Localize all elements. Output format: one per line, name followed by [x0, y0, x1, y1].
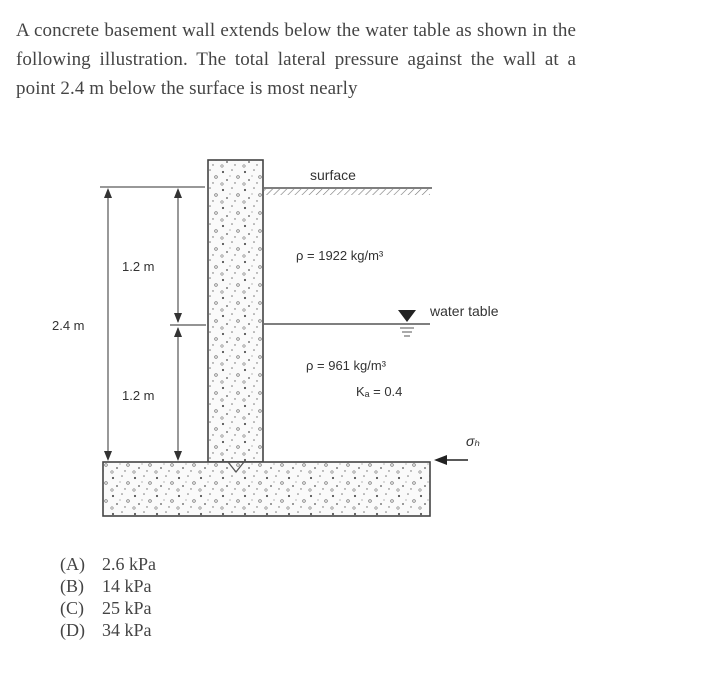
pressure-arrowhead: [434, 455, 447, 465]
wall-diagram-svg: [0, 150, 560, 530]
surface-label: surface: [310, 167, 356, 183]
dim-lower-label: 1.2 m: [122, 388, 155, 403]
dim-upper-label: 1.2 m: [122, 259, 155, 274]
wall-footing: [103, 462, 430, 516]
density-above-label: ρ = 1922 kg/m³: [296, 248, 384, 263]
ka-label: Kₐ = 0.4: [356, 384, 403, 399]
answer-choices: [60, 553, 156, 641]
dim-total-label: 2.4 m: [52, 318, 85, 333]
choice-b[interactable]: (B) 14 kPa: [60, 576, 152, 596]
wall-stem: [208, 160, 263, 462]
choice-d[interactable]: (D) 34 kPa: [60, 620, 152, 640]
density-below-label: ρ = 961 kg/m³: [306, 358, 387, 373]
choice-c[interactable]: (C) 25 kPa: [60, 598, 152, 618]
water-table-label: water table: [430, 303, 499, 319]
wall-diagram: [0, 150, 560, 535]
water-table-symbol: [398, 310, 416, 322]
choice-a[interactable]: (A) 2.6 kPa: [60, 554, 156, 574]
question-text: A concrete basement wall extends below the water table as shown in the following illustration. The total lateral pressure against the wall at a point 2.4 m below the surface is most nearly: [16, 20, 576, 99]
sigma-label: σₕ: [466, 433, 481, 449]
surface-hatch: [264, 189, 430, 195]
